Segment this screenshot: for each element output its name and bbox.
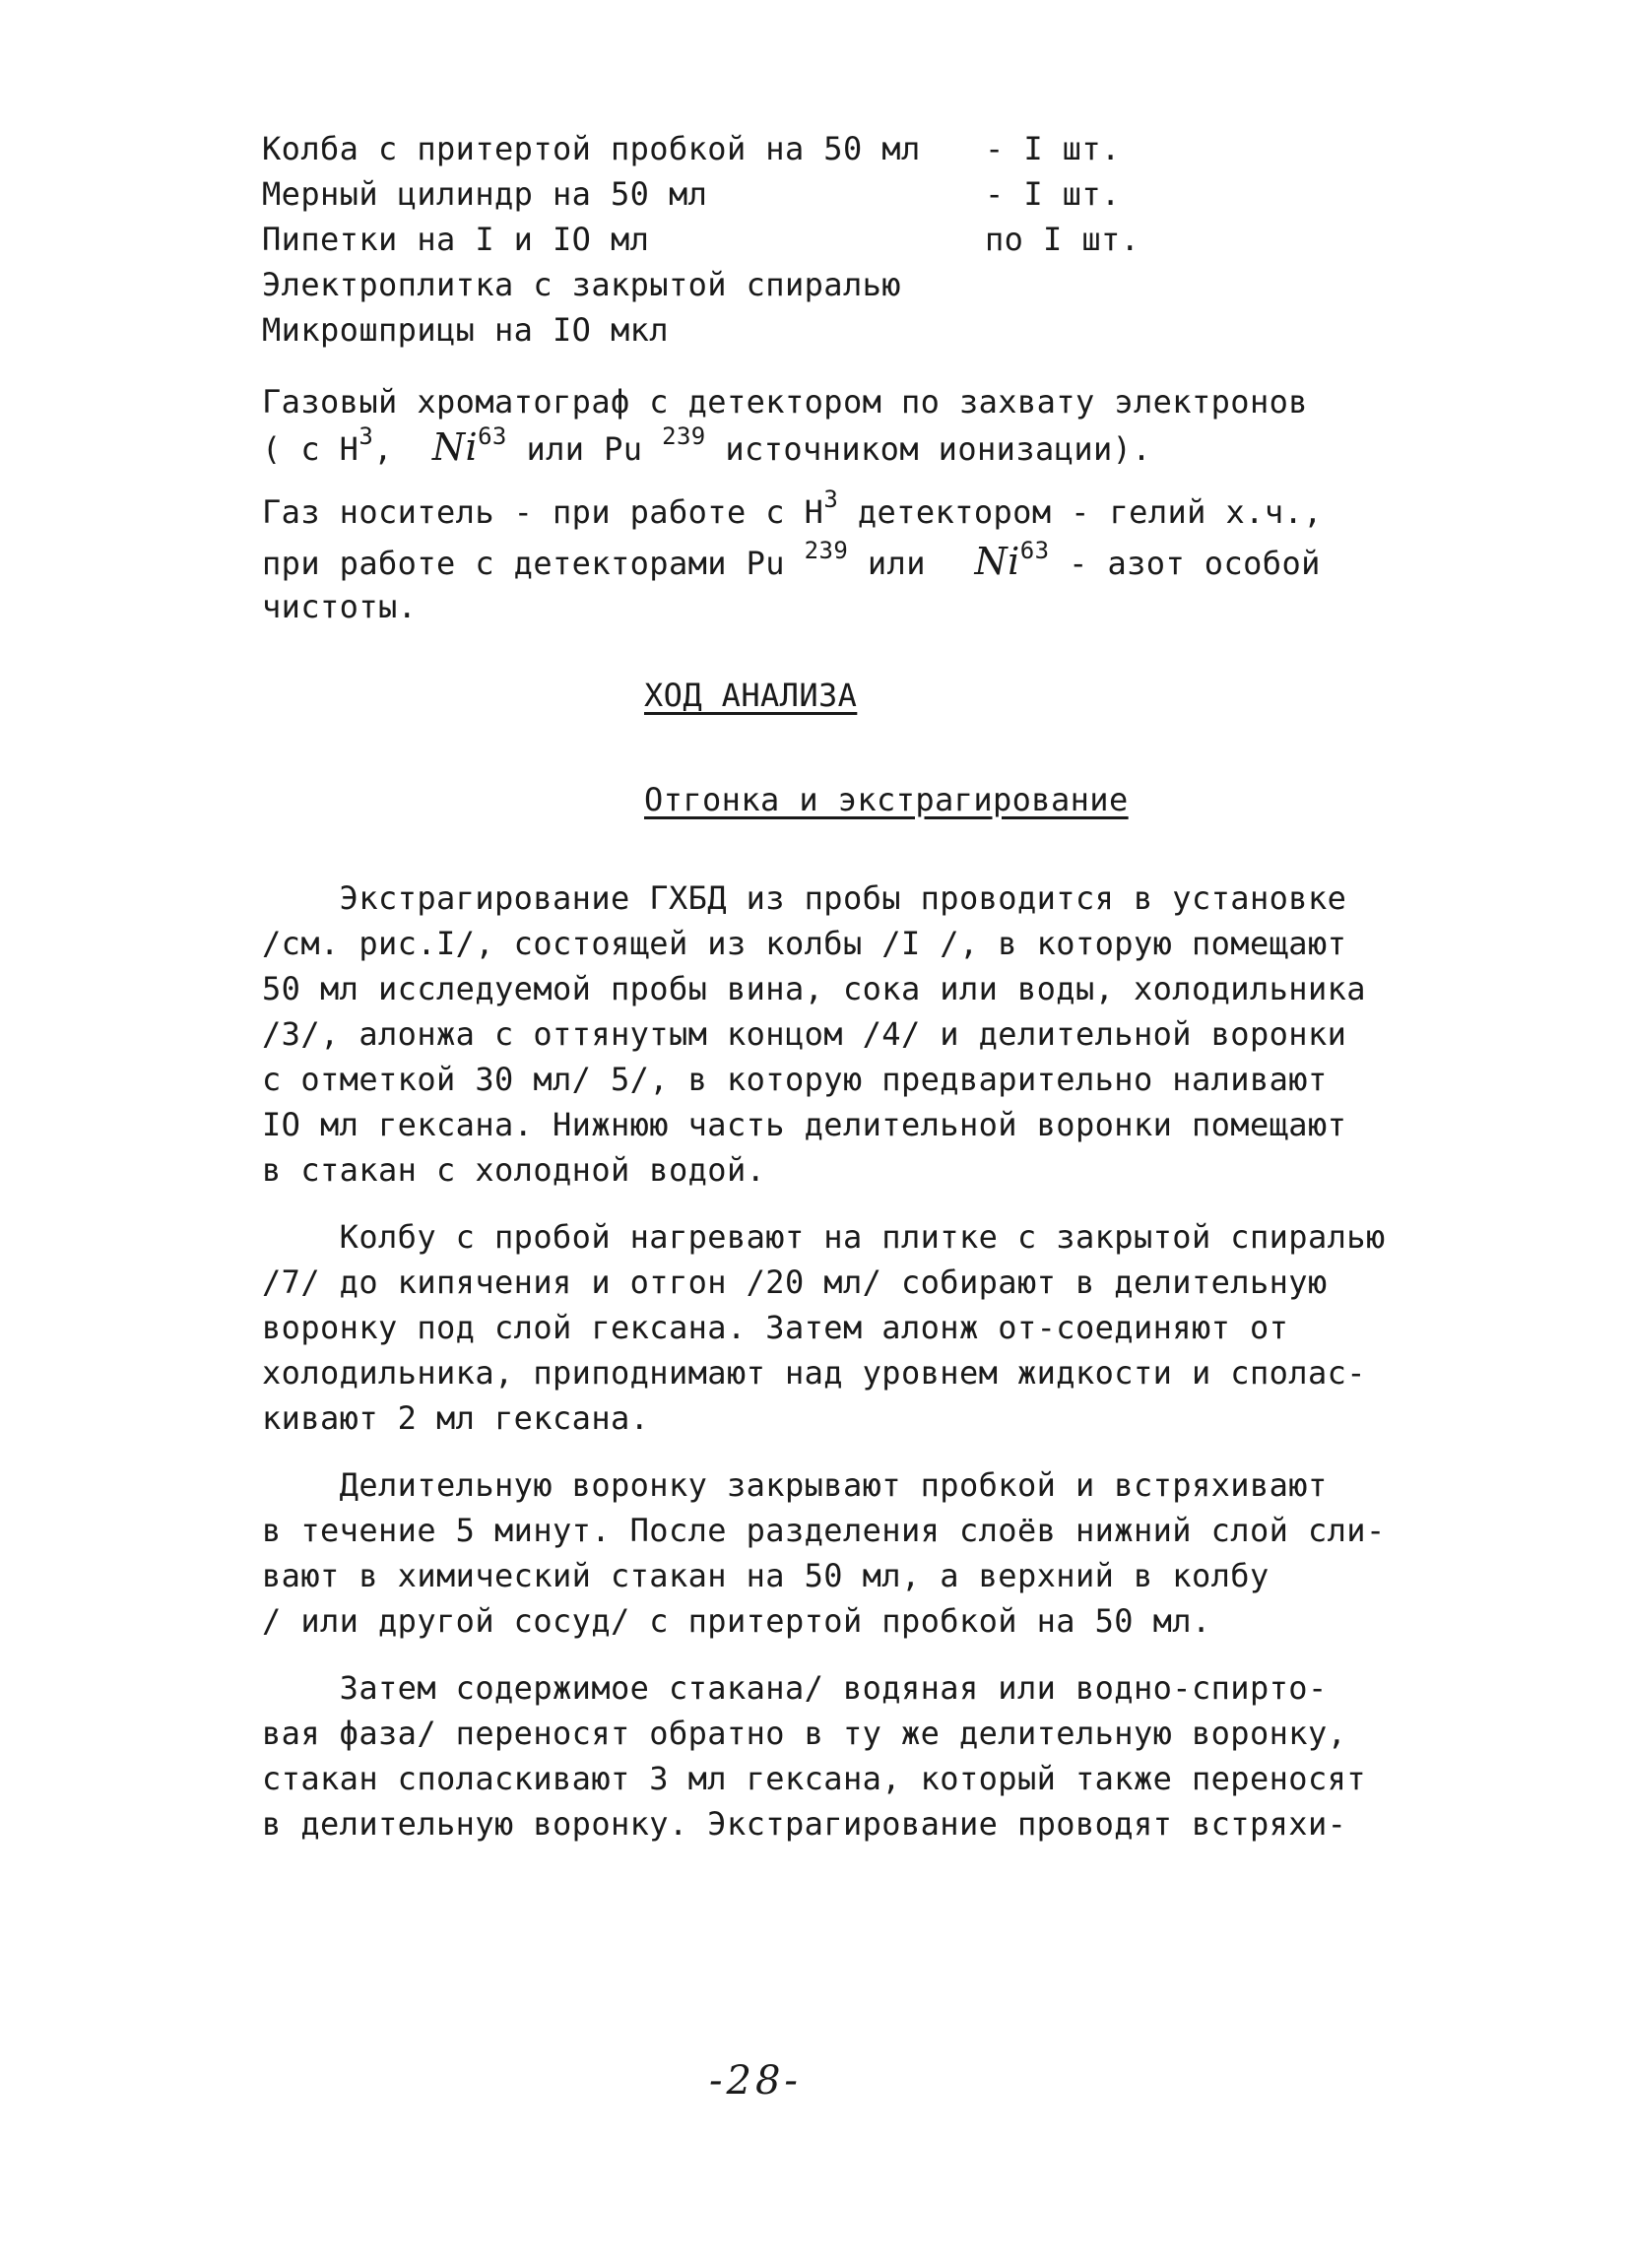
text-run: детектором - гелий х.ч.,: [838, 493, 1323, 531]
superscript: 63: [478, 422, 507, 450]
paragraph-line: холодильника, приподнимают над уровнем жидкости и сполас-: [262, 1354, 1366, 1392]
paragraph-line: стакан споласкивают 3 мл гексана, который также переносят: [262, 1760, 1366, 1797]
text-run: - азот особой: [1049, 545, 1321, 582]
handwritten-ni: Ni: [431, 425, 479, 469]
superscript: 239: [804, 537, 849, 564]
text-run: источником ионизации).: [705, 430, 1151, 468]
handwritten-ni: Ni: [974, 540, 1020, 583]
paragraph-line: IO мл гексана. Нижнюю часть делительной воронки помещают: [262, 1106, 1347, 1143]
text-run: ,: [373, 430, 393, 468]
paragraph-line: кивают 2 мл гексана.: [262, 1399, 650, 1437]
paragraph-line: в течение 5 минут. После разделения слоёв нижний слой сли-: [262, 1512, 1386, 1549]
paragraph-line: Затем содержимое стакана/ водяная или водно-спирто-: [262, 1669, 1328, 1707]
paragraph-line: вают в химический стакан на 50 мл, а верхний в колбу: [262, 1557, 1270, 1594]
paragraph-line: в делительную воронку. Экстрагирование проводят встряхи-: [262, 1805, 1347, 1843]
text-run: или Pu: [506, 430, 663, 468]
page-number: -28-: [709, 2058, 802, 2104]
paragraph-line: /3/, алонжа с оттянутым концом /4/ и делительной воронки: [262, 1015, 1347, 1053]
text-run: Газ носитель - при работе с H: [262, 493, 824, 531]
equipment-item-name: Колба с притертой пробкой на 50 мл: [262, 130, 921, 167]
equipment-item-qty: по I шт.: [985, 221, 1140, 258]
carrier-gas-line: [262, 537, 1321, 588]
equipment-item-name: Мерный цилиндр на 50 мл: [262, 175, 708, 213]
paragraph-line: /7/ до кипячения и отгон /20 мл/ собирают в делительную: [262, 1264, 1328, 1301]
paragraph-line: в стакан с холодной водой.: [262, 1151, 766, 1189]
paragraph-line: вая фаза/ переносят обратно в ту же делительную воронку,: [262, 1715, 1347, 1752]
paragraph-line: / или другой сосуд/ с притертой пробкой на 50 мл.: [262, 1602, 1211, 1640]
carrier-gas-line: [262, 486, 1323, 537]
subsection-title: Отгонка и экстрагирование: [644, 781, 1129, 818]
equipment-item-name: Микрошприцы на IO мкл: [262, 311, 669, 349]
text-run: при работе с детекторами Pu: [262, 545, 805, 582]
chromatograph-line: Газовый хроматограф с детектором по захвату электронов: [262, 383, 1308, 421]
superscript: 3: [823, 486, 839, 513]
chromatograph-line: [262, 422, 1151, 474]
superscript: 3: [358, 422, 374, 450]
superscript: 63: [1019, 537, 1050, 564]
paragraph-line: 50 мл исследуемой пробы вина, сока или воды, холодильника: [262, 970, 1366, 1007]
paragraph-line: Колбу с пробой нагревают на плитке с закрытой спиралью: [262, 1218, 1386, 1256]
text-run: ( с H: [262, 430, 359, 468]
carrier-gas-line: чистоты.: [262, 588, 418, 625]
paragraph-line: /см. рис.I/, состоящей из колбы /I /, в которую помещают: [262, 925, 1347, 962]
paragraph-line: Делительную воронку закрывают пробкой и встряхивают: [262, 1466, 1328, 1504]
equipment-item-name: Электроплитка с закрытой спиралью: [262, 266, 901, 303]
equipment-item-qty: - I шт.: [985, 175, 1121, 213]
paragraph-line: воронку под слой гексана. Затем алонж от-соединяют от: [262, 1309, 1289, 1346]
equipment-item-name: Пипетки на I и IO мл: [262, 221, 650, 258]
section-title: ХОД АНАЛИЗА: [644, 677, 858, 714]
paragraph-line: с отметкой 30 мл/ 5/, в которую предварительно наливают: [262, 1061, 1328, 1098]
superscript: 239: [662, 422, 706, 450]
equipment-item-qty: - I шт.: [985, 130, 1121, 167]
text-run: или: [848, 545, 945, 582]
paragraph-line: Экстрагирование ГХБД из пробы проводится в установке: [262, 879, 1347, 917]
